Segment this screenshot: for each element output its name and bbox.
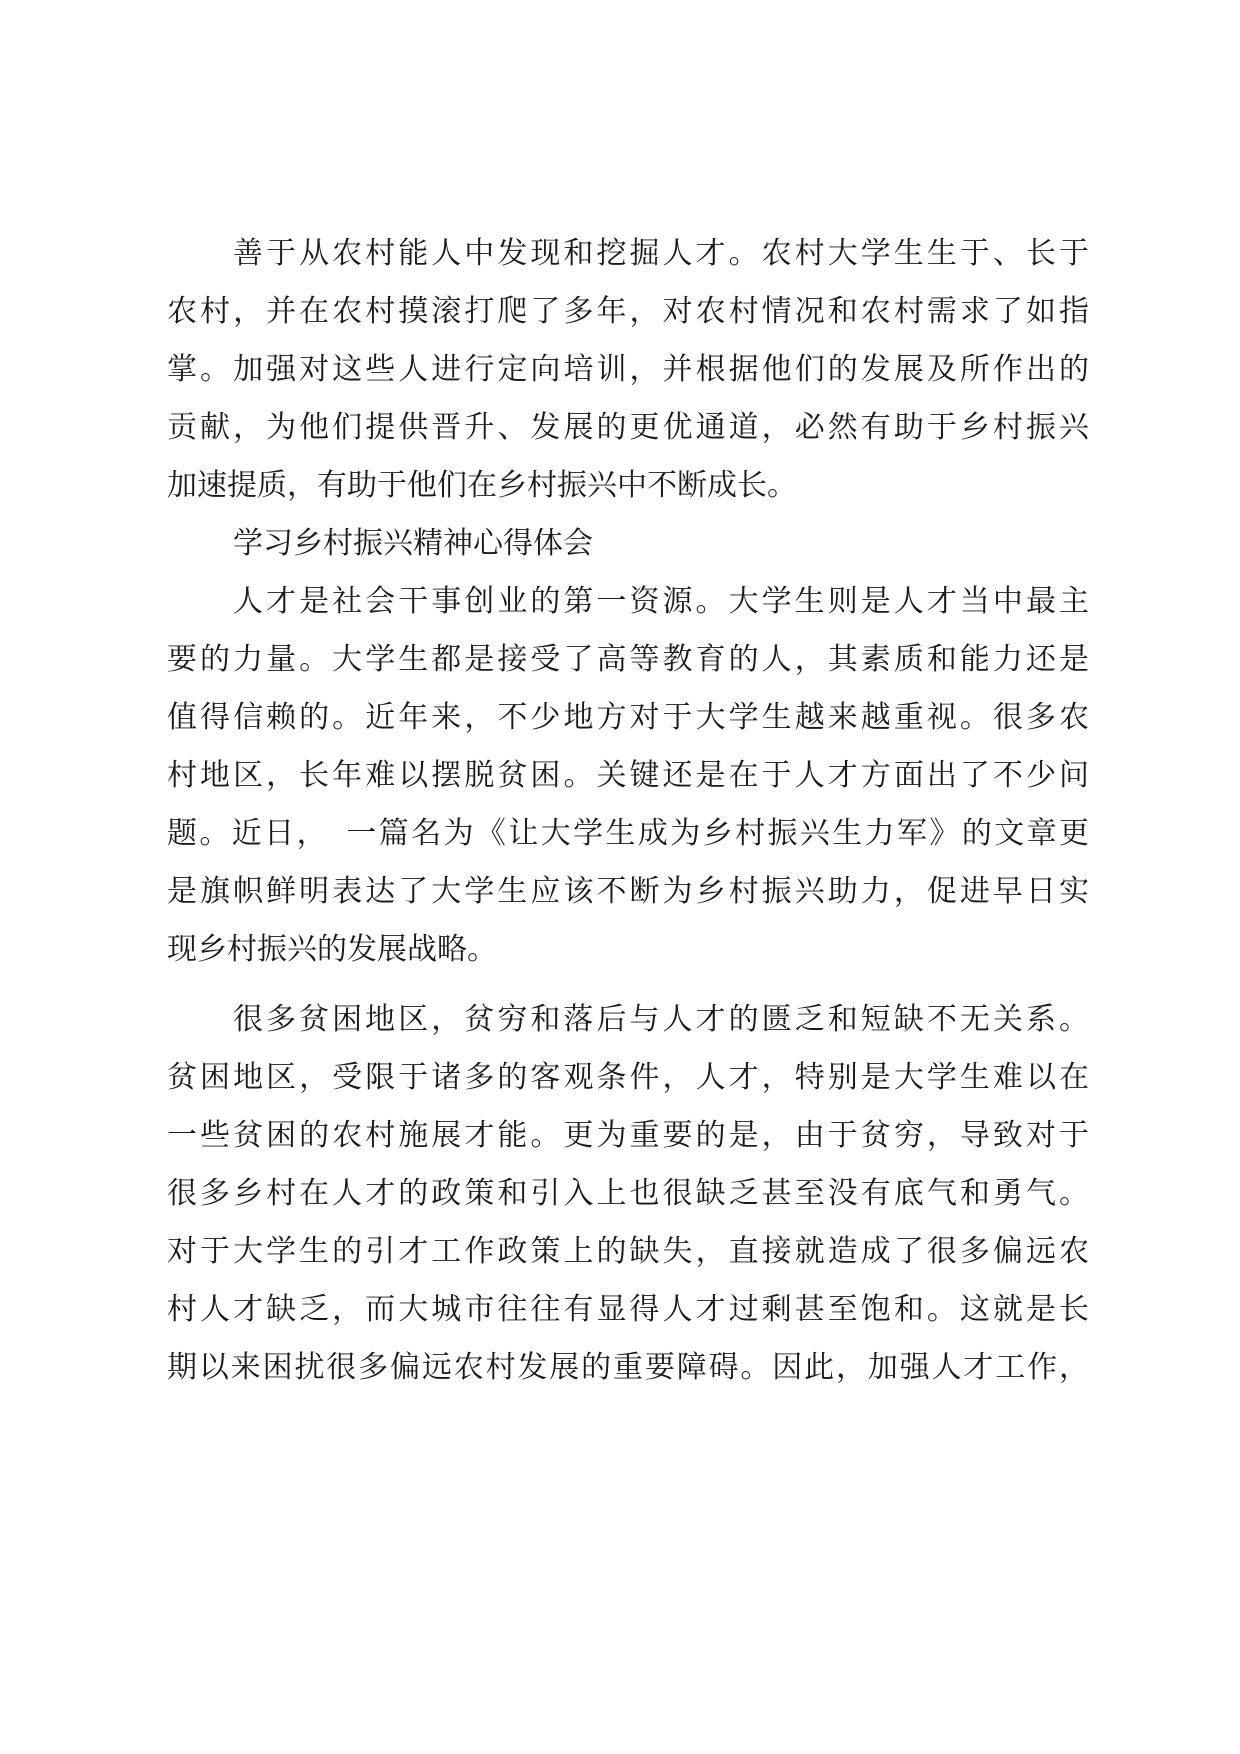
text-line: 贡献，为他们提供晋升、发展的更优通道，必然有助于乡村振兴 bbox=[167, 410, 1089, 445]
text-line: 贫困地区，受限于诸多的客观条件，人才，特别是大学生难以在 bbox=[167, 1060, 1089, 1095]
heading-line: 学习乡村振兴精神心得体会 bbox=[233, 526, 593, 561]
text-line: 一些贫困的农村施展才能。更为重要的是，由于贫穷，导致对于 bbox=[167, 1118, 1089, 1153]
paragraph bbox=[167, 991, 1089, 1397]
text-line: 很多贫困地区，贫穷和落后与人才的匮乏和短缺不无关系。 bbox=[233, 1002, 1089, 1037]
text-line: 人才是社会干事创业的第一资源。大学生则是人才当中最主 bbox=[233, 584, 1089, 619]
text-line: 很多乡村在人才的政策和引入上也很缺乏甚至没有底气和勇气。 bbox=[167, 1176, 1089, 1211]
text-line: 农村，并在农村摸滚打爬了多年，对农村情况和农村需求了如指 bbox=[167, 294, 1089, 329]
section-heading bbox=[167, 515, 1089, 573]
text-line: 要的力量。大学生都是接受了高等教育的人，其素质和能力还是 bbox=[167, 642, 1089, 677]
text-line: 值得信赖的。近年来，不少地方对于大学生越来越重视。很多农 bbox=[167, 700, 1089, 735]
text-line: 村地区，长年难以摆脱贫困。关键还是在于人才方面出了不少问 bbox=[167, 758, 1089, 793]
text-line: 善于从农村能人中发现和挖掘人才。农村大学生生于、长于 bbox=[233, 236, 1089, 271]
text-line: 对于大学生的引才工作政策上的缺失，直接就造成了很多偏远农 bbox=[167, 1234, 1089, 1269]
text-line: 现乡村振兴的发展战略。 bbox=[167, 932, 497, 967]
text-line: 是旗帜鲜明表达了大学生应该不断为乡村振兴助力，促进早日实 bbox=[167, 874, 1089, 909]
text-line: 加速提质，有助于他们在乡村振兴中不断成长。 bbox=[167, 468, 797, 503]
paragraph bbox=[167, 225, 1089, 515]
text-line: 村人才缺乏，而大城市往往有显得人才过剩甚至饱和。这就是长 bbox=[167, 1292, 1089, 1327]
paragraph bbox=[167, 573, 1089, 979]
text-line: 题。近日， 一篇名为《让大学生成为乡村振兴生力军》的文章更 bbox=[167, 816, 1089, 851]
text-line: 掌。加强对这些人进行定向培训，并根据他们的发展及所作出的 bbox=[167, 352, 1089, 387]
document-body bbox=[167, 225, 1089, 1397]
text-line: 期以来困扰很多偏远农村发展的重要障碍。因此，加强人才工作， bbox=[167, 1350, 1089, 1385]
